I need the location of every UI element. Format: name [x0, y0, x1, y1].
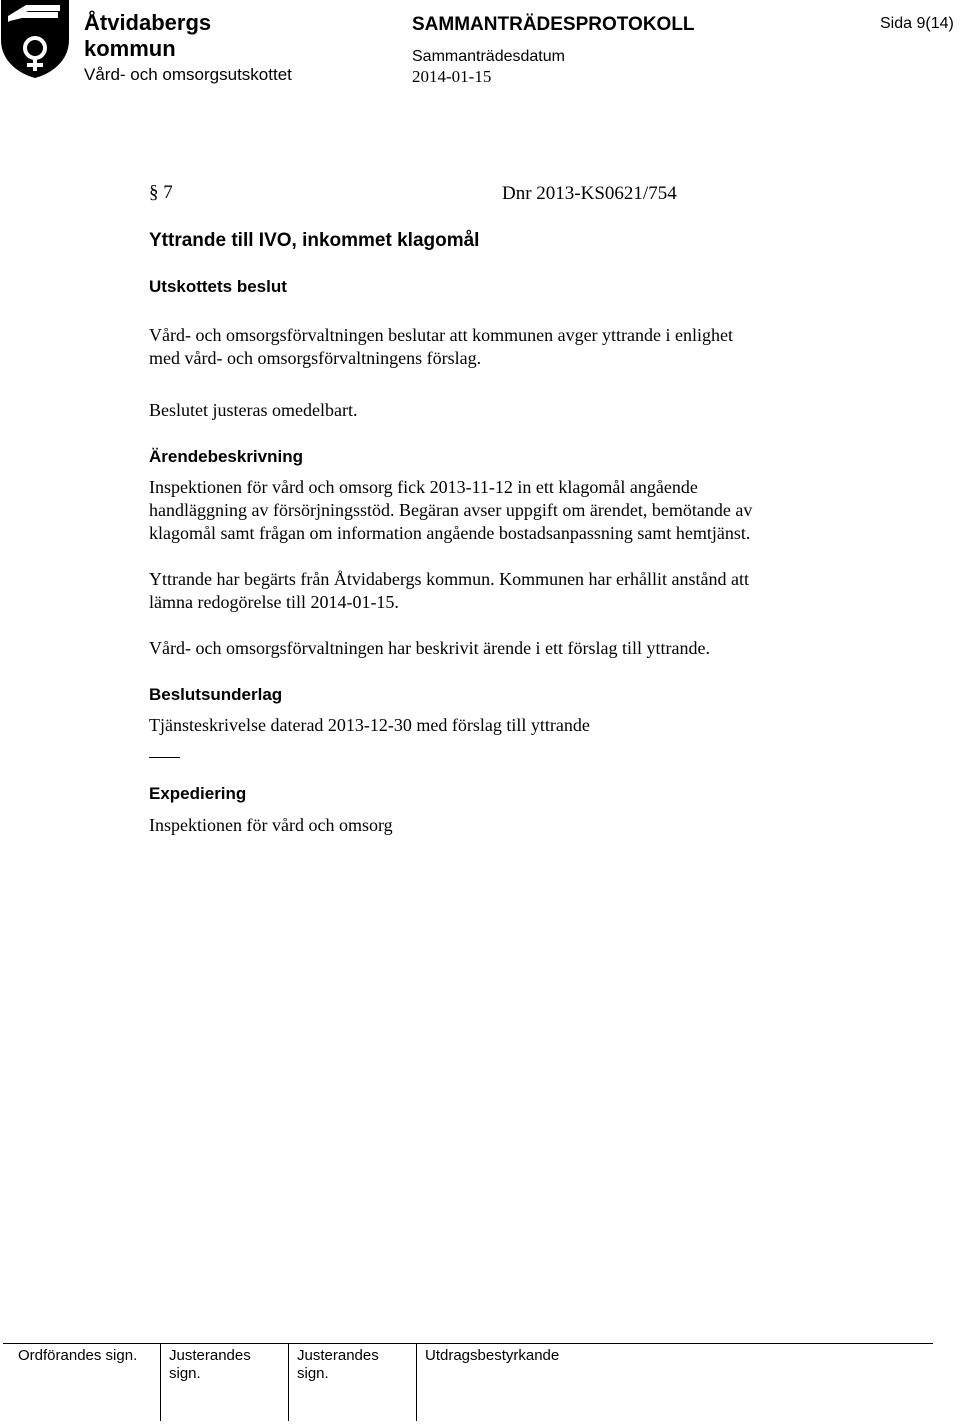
- document-type: SAMMANTRÄDESPROTOKOLL: [412, 14, 695, 35]
- page-number: Sida 9(14): [880, 15, 954, 32]
- case-number: Dnr 2013-KS0621/754: [502, 183, 677, 204]
- org-name: Åtvidabergs kommun: [84, 10, 212, 61]
- footer-adjuster-1-signature: [160, 1343, 289, 1421]
- basis-heading: Beslutsunderlag: [149, 685, 283, 704]
- basis-text: Tjänsteskrivelse daterad 2013-12-30 med förslag till yttrande: [149, 715, 590, 735]
- coat-of-arms-icon: [0, 0, 70, 78]
- description-p1-line-2: handläggning av försörjningsstöd. Begäran avser uppgift om ärendet, bemötande av: [149, 500, 753, 520]
- decision-text-line-2: med vård- och omsorgsförvaltningens förslag.: [149, 348, 482, 368]
- description-p2-line-2: lämna redogörelse till 2014-01-15.: [149, 592, 399, 612]
- dispatch-text: Inspektionen för vård och omsorg: [149, 815, 393, 835]
- footer-adjuster-2-signature: [288, 1343, 417, 1421]
- description-p3: Vård- och omsorgsförvaltningen har beskrivit ärende i ett förslag till yttrande.: [149, 638, 711, 658]
- footer-chair-label: Ordförandes sign.: [18, 1347, 138, 1364]
- org-unit: Vård- och omsorgsutskottet: [84, 65, 292, 84]
- decision-heading: Utskottets beslut: [149, 277, 287, 296]
- description-p1-line-3: klagomål samt frågan om information angående bostadsanpassning samt hemtjänst.: [149, 523, 751, 543]
- footer-certification: [416, 1343, 934, 1421]
- description-p2-line-1: Yttrande har begärts från Åtvidabergs kommun. Kommunen har erhållit anstånd att: [149, 569, 749, 589]
- footer-adjuster-2-label: Justerandes sign.: [297, 1347, 379, 1382]
- meeting-date-label: Sammanträdesdatum: [412, 48, 565, 65]
- decision-adjustment: Beslutet justeras omedelbart.: [149, 400, 358, 420]
- description-p1-line-1: Inspektionen för vård och omsorg fick 2013-11-12 in ett klagomål angående: [149, 477, 698, 497]
- separator-rule: [149, 757, 180, 758]
- footer-adjuster-1-label: Justerandes sign.: [169, 1347, 251, 1382]
- footer-chair-signature: [3, 1343, 160, 1421]
- description-heading: Ärendebeskrivning: [149, 447, 303, 466]
- dispatch-heading: Expediering: [149, 784, 247, 803]
- meeting-date-value: 2014-01-15: [412, 67, 492, 86]
- case-title: Yttrande till IVO, inkommet klagomål: [149, 230, 480, 251]
- footer-certification-label: Utdragsbestyrkande: [425, 1347, 560, 1364]
- decision-text-line-1: Vård- och omsorgsförvaltningen beslutar att kommunen avger yttrande i enlighet: [149, 325, 734, 345]
- section-number: § 7: [149, 182, 173, 203]
